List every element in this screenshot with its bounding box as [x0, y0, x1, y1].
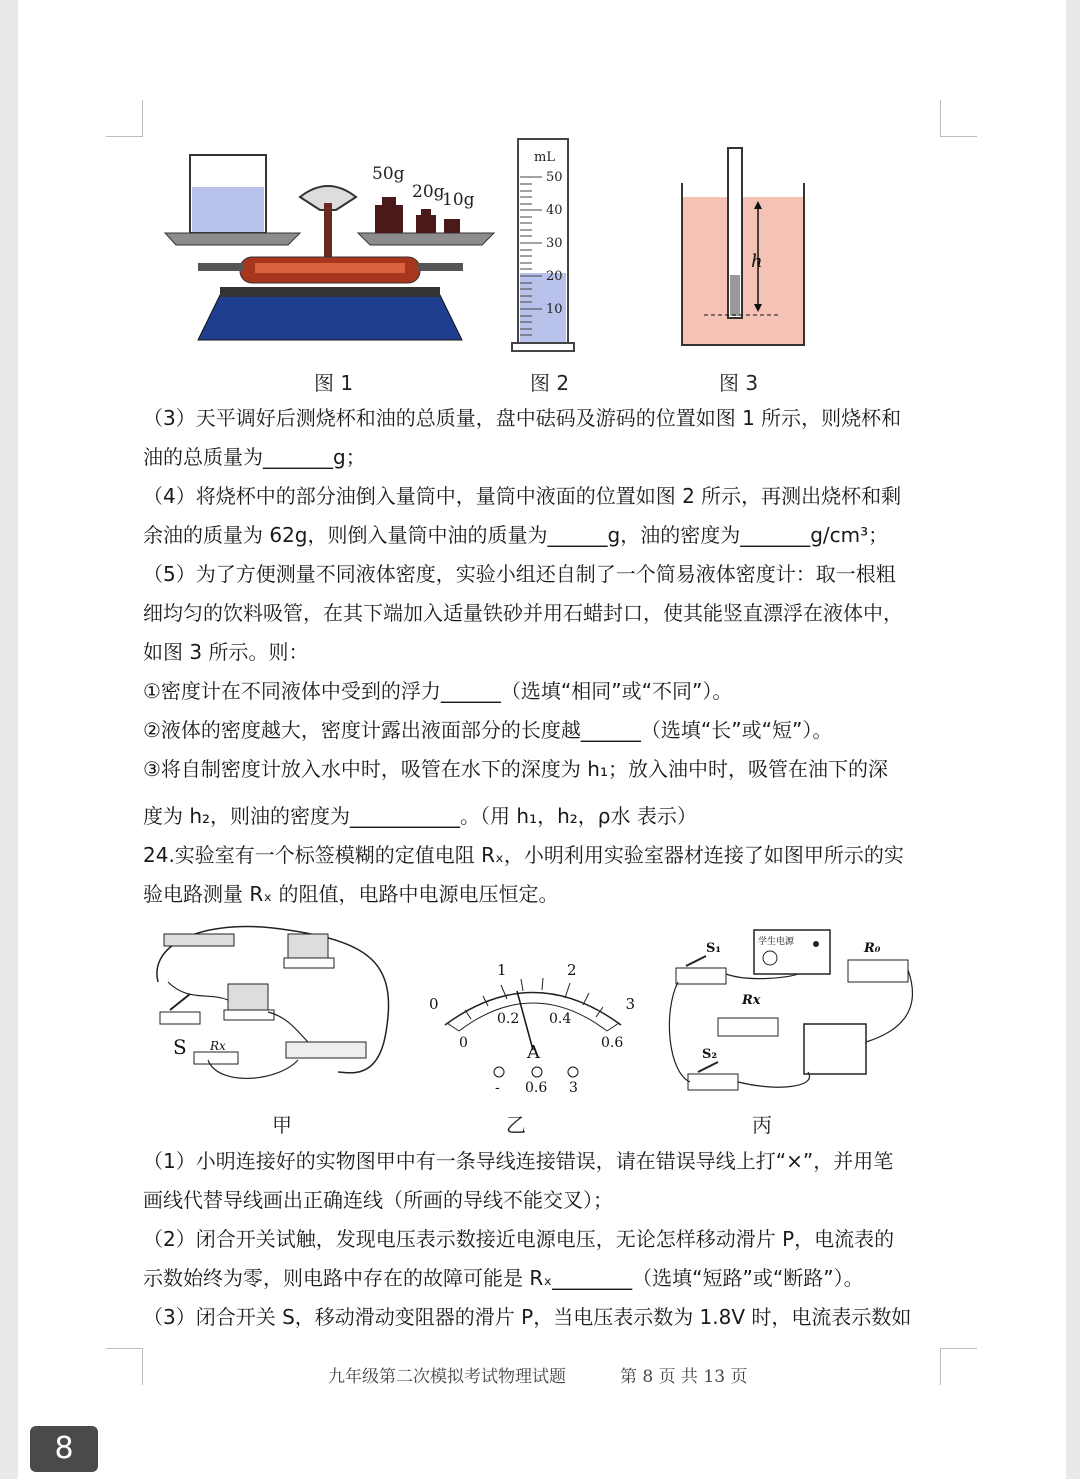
yi-terminal-neg: - [495, 1080, 500, 1096]
footer-page-number: 第 8 页 共 13 页 [620, 1367, 748, 1387]
text-line-10: ③将自制密度计放入水中时，吸管在水下的深度为 h₁；放入油中时，吸管在油下的深 [143, 757, 888, 781]
text-line-16: （2）闭合开关试触，发现电压表示数接近电源电压，无论怎样移动滑片 P，电流表的 [143, 1227, 895, 1251]
figure-2-cylinder [510, 135, 580, 355]
yi-scale-bottom-2: 0.4 [549, 1011, 572, 1027]
text-line-1: （3）天平调好后测烧杯和油的总质量，盘中砝码及游码的位置如图 1 所示，则烧杯和 [143, 406, 902, 430]
text-line-7: 如图 3 所示。则： [143, 640, 309, 664]
text-line-5: （5）为了方便测量不同液体密度，实验小组还自制了一个简易液体密度计：取一根粗 [143, 562, 896, 586]
bing-s2-label: S₂ [702, 1047, 718, 1062]
text-line-8: ①密度计在不同液体中受到的浮力______（选填“相同”或“不同”）。 [143, 679, 733, 703]
bing-power-label: 学生电源 [758, 937, 795, 947]
weight-20g-label: 20g [412, 182, 445, 202]
figure-bing-caption: 丙 [752, 1113, 772, 1137]
figure-3-hydrometer [678, 145, 808, 350]
yi-scale-top-3: 3 [625, 995, 635, 1013]
text-line-14: （1）小明连接好的实物图甲中有一条导线连接错误，请在错误导线上打“×”，并用笔 [143, 1149, 894, 1173]
yi-terminal-3: 3 [569, 1080, 578, 1096]
text-line-2: 油的总质量为_______g； [143, 445, 366, 469]
cylinder-tick-50: 50 [546, 170, 563, 185]
yi-scale-bottom-1: 0.2 [497, 1011, 520, 1027]
figure-2-caption: 图 2 [530, 371, 570, 395]
text-line-11: 度为 h₂，则油的密度为___________。（用 h₁，h₂，ρ水 表示） [143, 804, 697, 828]
yi-scale-top-1: 1 [497, 961, 507, 979]
text-line-6: 细均匀的饮料吸管，在其下端加入适量铁砂并用石蜡封口，使其能竖直漂浮在液体中， [143, 601, 903, 625]
text-line-3: （4）将烧杯中的部分油倒入量筒中，量筒中液面的位置如图 2 所示，再测出烧杯和剩 [143, 484, 902, 508]
jia-rx-label: Rx [210, 1039, 226, 1053]
crop-mark-top-right [940, 100, 977, 137]
crop-mark-bottom-right [940, 1348, 977, 1385]
text-line-12: 24.实验室有一个标签模糊的定值电阻 Rₓ，小明利用实验室器材连接了如图甲所示的实 [143, 843, 904, 867]
bing-s1-label: S₁ [706, 941, 722, 956]
crop-mark-top-left [106, 100, 143, 137]
yi-scale-bottom-0: 0 [459, 1035, 468, 1051]
text-line-13: 验电路测量 Rₓ 的阻值，电路中电源电压恒定。 [143, 882, 559, 906]
figure-yi-caption: 乙 [506, 1113, 526, 1137]
text-line-9: ②液体的密度越大，密度计露出液面部分的长度越______（选填“长”或“短”）。 [143, 718, 833, 742]
yi-terminal-06: 0.6 [525, 1080, 548, 1096]
cylinder-tick-30: 30 [546, 236, 563, 251]
text-line-17: 示数始终为零，则电路中存在的故障可能是 Rₓ________（选填“短路”或“断路”）。 [143, 1266, 864, 1290]
text-line-15: 画线代替导线画出正确连线（所画的导线不能交叉）； [143, 1188, 613, 1212]
figure-1-caption: 图 1 [314, 371, 354, 395]
yi-scale-top-0: 0 [429, 995, 439, 1013]
bing-r0-label: R₀ [864, 941, 881, 956]
figure-yi-ammeter [425, 955, 640, 1100]
bing-rx-label: Rx [742, 993, 761, 1008]
figure-jia-caption: 甲 [272, 1113, 292, 1137]
figure-bing-circuit [668, 922, 923, 1097]
figure-jia-circuit [148, 922, 393, 1107]
yi-unit: A [527, 1042, 540, 1063]
fig3-h-label: h [751, 251, 763, 272]
footer-title: 九年级第二次模拟考试物理试题 [328, 1367, 566, 1387]
text-line-18: （3）闭合开关 S，移动滑动变阻器的滑片 P，当电压表示数为 1.8V 时，电流表示数如 [143, 1305, 912, 1329]
cylinder-tick-10: 10 [546, 302, 563, 317]
weight-50g-label: 50g [372, 164, 405, 184]
figure-1-balance [160, 145, 500, 350]
cylinder-tick-20: 20 [546, 269, 563, 284]
text-line-4: 余油的质量为 62g，则倒入量筒中油的质量为______g，油的密度为_______g/cm³； [143, 523, 889, 547]
page-number-badge[interactable]: 8 [30, 1426, 98, 1472]
crop-mark-bottom-left [106, 1348, 143, 1385]
yi-scale-top-2: 2 [567, 961, 577, 979]
figure-3-caption: 图 3 [719, 371, 759, 395]
cylinder-unit: mL [534, 150, 555, 165]
cylinder-tick-40: 40 [546, 203, 563, 218]
yi-scale-bottom-3: 0.6 [601, 1035, 624, 1051]
weight-10g-label: 10g [442, 190, 475, 210]
jia-switch-label: S [173, 1035, 187, 1059]
